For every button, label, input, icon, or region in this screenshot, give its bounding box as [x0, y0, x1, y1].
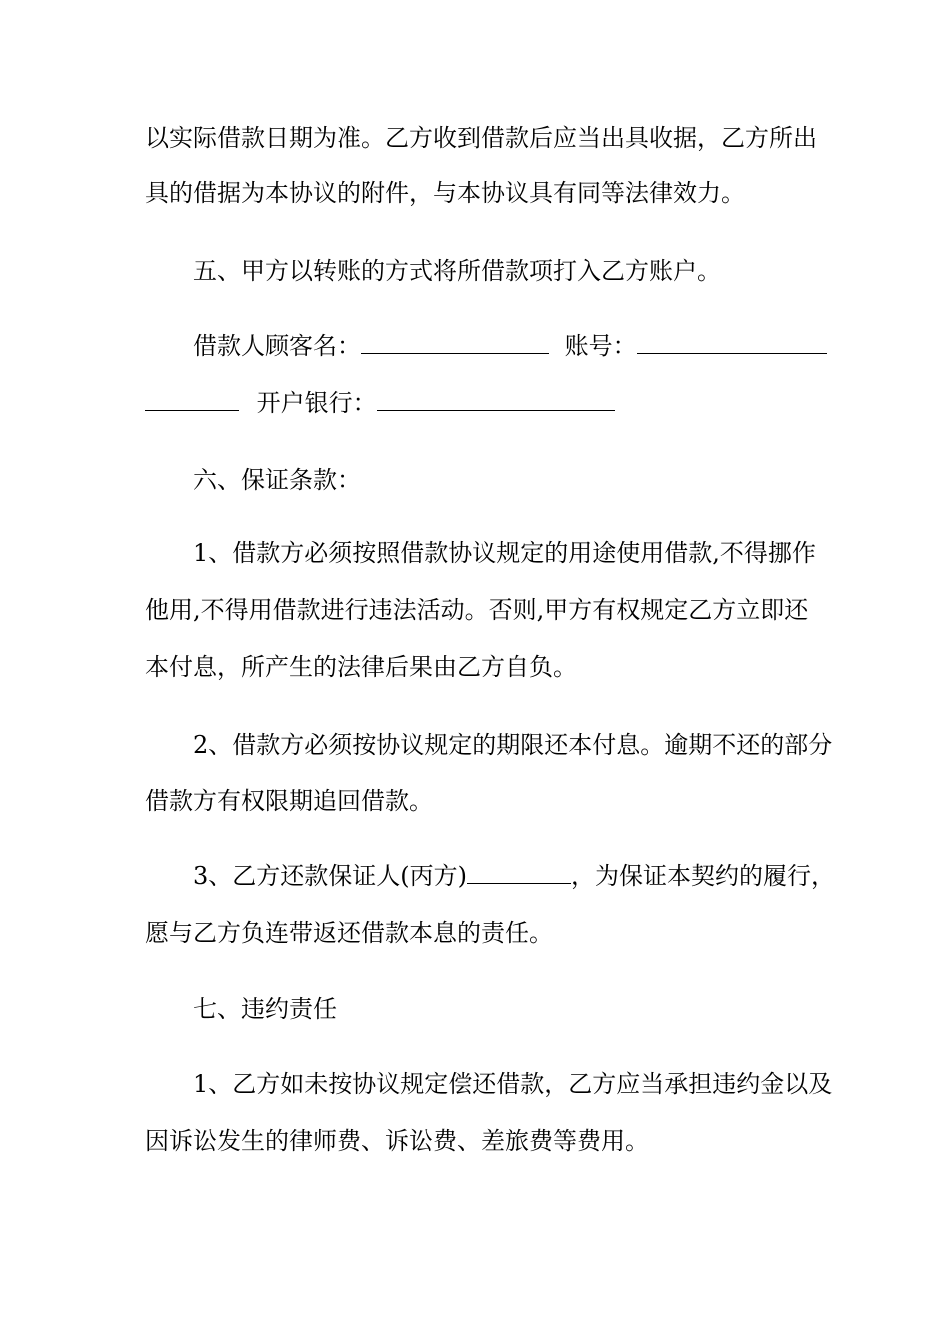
- clause-line: 因诉讼发生的律师费、诉讼费、差旅费等费用。: [145, 1127, 649, 1155]
- clause-line: 借款方有权限期追回借款。: [145, 787, 433, 815]
- account-number-blank-continued: [145, 388, 239, 411]
- section-six-heading: 六、保证条款：: [193, 466, 361, 494]
- guarantor-blank: [467, 861, 571, 884]
- clause-line: 2、借款方必须按协议规定的期限还本付息。逾期不还的部分: [193, 731, 833, 759]
- account-number-label: 账号：: [564, 332, 637, 360]
- section-five-line: 五、甲方以转账的方式将所借款项打入乙方账户。: [193, 257, 721, 285]
- paragraph-line: 具的借据为本协议的附件，与本协议具有同等法律效力。: [145, 179, 745, 207]
- bank-info-line: [145, 388, 845, 418]
- bank-blank: [377, 388, 615, 411]
- clause-line: 愿与乙方负连带返还借款本息的责任。: [145, 919, 553, 947]
- guarantor-prefix: 3、乙方还款保证人(丙方): [193, 862, 467, 890]
- clause-line: 1、乙方如未按协议规定偿还借款，乙方应当承担违约金以及: [193, 1070, 833, 1098]
- paragraph-line: 以实际借款日期为准。乙方收到借款后应当出具收据，乙方所出: [145, 124, 817, 152]
- clause-line: 他用,不得用借款进行违法活动。否则,甲方有权规定乙方立即还: [145, 596, 809, 624]
- clause-line: 1、借款方必须按照借款协议规定的用途使用借款,不得挪作: [193, 539, 816, 567]
- clause-line: 本付息，所产生的法律后果由乙方自负。: [145, 653, 577, 681]
- customer-name-blank: [361, 331, 549, 354]
- customer-name-label: 借款人顾客名：: [193, 332, 361, 360]
- guarantor-line: [193, 861, 893, 891]
- account-number-blank: [637, 331, 827, 354]
- section-seven-heading: 七、违约责任: [193, 995, 337, 1023]
- account-info-line: [193, 331, 893, 361]
- bank-label: 开户银行：: [256, 389, 377, 417]
- guarantor-suffix: ，为保证本契约的履行，: [571, 862, 835, 890]
